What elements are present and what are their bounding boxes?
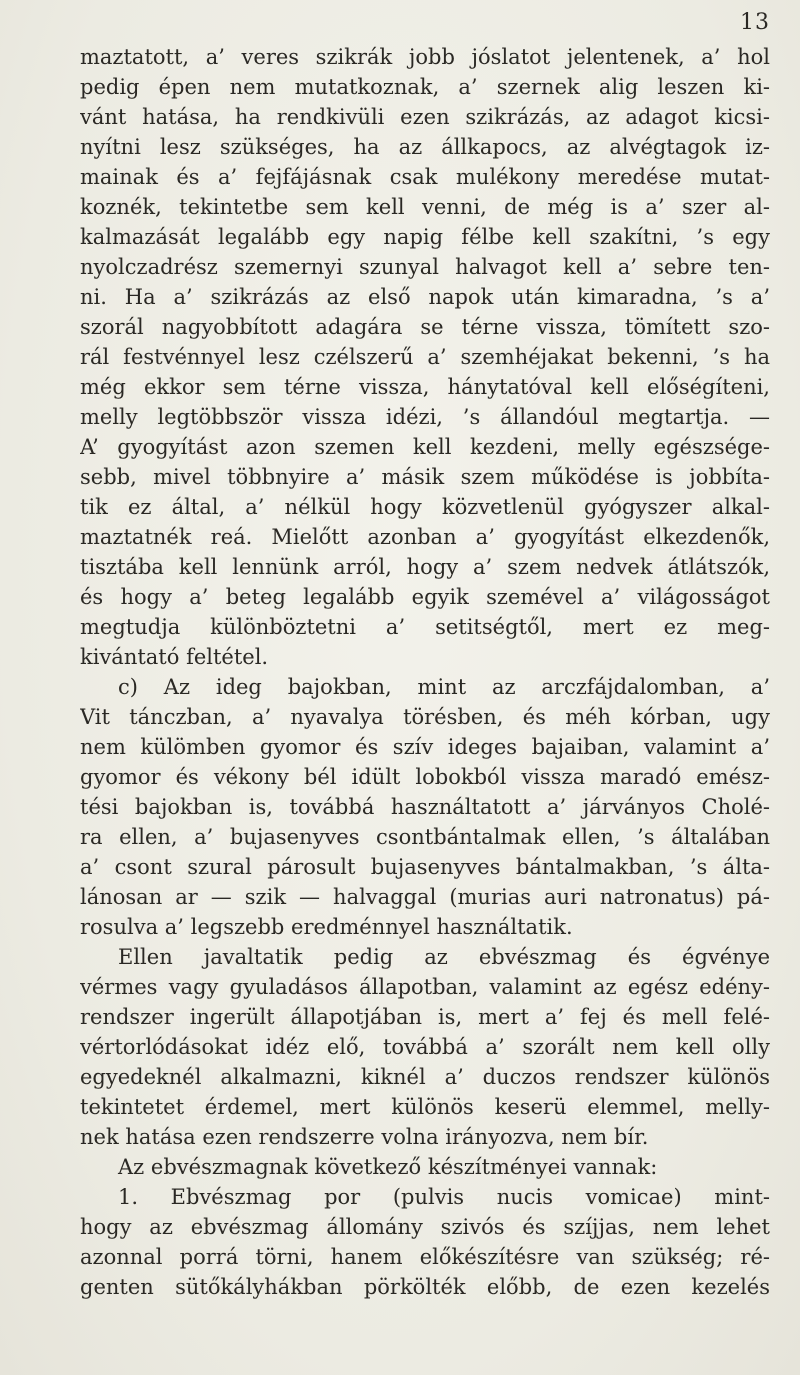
text-line: genten sütőkályhákban pörkölték előbb, de ezen kezelés bbox=[80, 1275, 770, 1299]
text-line: nyolczadrész szemernyi szunyal halvagot kell a’ sebre ten- bbox=[80, 255, 770, 279]
text-line: a’ csont szural párosult bujasenyves bántalmakban, ’s álta- bbox=[80, 855, 770, 879]
text-line: mainak és a’ fejfájásnak csak mulékony meredése mutat- bbox=[80, 165, 770, 189]
text-line: sebb, mivel többnyire a’ másik szem működése is jobbíta- bbox=[80, 465, 770, 489]
text-line: egyedeknél alkalmazni, kiknél a’ duczos rendszer különös bbox=[80, 1065, 770, 1089]
text-line: pedig épen nem mutatkoznak, a’ szernek alig leszen ki- bbox=[80, 75, 770, 99]
text-line: vértorlódásokat idéz elő, továbbá a’ szorált nem kell olly bbox=[80, 1035, 770, 1059]
text-line: még ekkor sem térne vissza, hánytatóval kell előségíteni, bbox=[80, 375, 770, 399]
text-line: nek hatása ezen rendszerre volna irányozva, nem bír. bbox=[80, 1125, 649, 1149]
text-line: koznék, tekintetbe sem kell venni, de még is a’ szer al- bbox=[80, 195, 770, 219]
text-line: rendszer ingerült állapotjában is, mert a’ fej és mell felé- bbox=[80, 1005, 770, 1029]
text-line: tési bajokban is, továbbá használtatott a’ járványos Cholé- bbox=[80, 795, 770, 819]
text-line: vérmes vagy gyuladásos állapotban, valamint az egész edény- bbox=[80, 975, 770, 999]
text-line: melly legtöbbször vissza idézi, ’s állandóul megtartja. — bbox=[80, 405, 770, 429]
section-c-heading-line: c) Az ideg bajokban, mint az arczfájdalomban, a’ bbox=[118, 675, 770, 699]
text-line: rál festvénnyel lesz czélszerű a’ szemhéjakat bekenni, ’s ha bbox=[80, 345, 770, 369]
preparation-1-line: 1. Ebvészmag por (pulvis nucis vomicae) mint- bbox=[118, 1185, 770, 1209]
text-line: vánt hatása, ha rendkivüli ezen szikrázás, az adagot kicsi- bbox=[80, 105, 770, 129]
text-line: és hogy a’ beteg legalább egyik szemével a’ világosságot bbox=[80, 585, 770, 609]
text-line: hogy az ebvészmag állomány szivós és szíjjas, nem lehet bbox=[80, 1215, 770, 1239]
page-number: 13 bbox=[740, 10, 770, 35]
text-line: maztatnék reá. Mielőtt azonban a’ gyogyítást elkezdenők, bbox=[80, 525, 770, 549]
body-text bbox=[80, 42, 770, 1302]
text-line: szorál nagyobbított adagára se térne vissza, tömített szo- bbox=[80, 315, 770, 339]
text-line: nem külömben gyomor és szív ideges bajaiban, valamint a’ bbox=[80, 735, 770, 759]
preparations-heading-line: Az ebvészmagnak következő készítményei vannak: bbox=[118, 1155, 658, 1179]
contraindication-line: Ellen javaltatik pedig az ebvészmag és égvénye bbox=[118, 945, 770, 969]
text-line: ni. Ha a’ szikrázás az első napok után kimaradna, ’s a’ bbox=[80, 285, 770, 309]
text-line: megtudja különböztetni a’ setitségtől, mert ez meg- bbox=[80, 615, 770, 639]
text-line: lánosan ar — szik — halvaggal (murias auri natronatus) pá- bbox=[80, 885, 770, 909]
text-line: A’ gyogyítást azon szemen kell kezdeni, melly egészsége- bbox=[80, 435, 770, 459]
text-line: maztatott, a’ veres szikrák jobb jóslatot jelentenek, a’ hol bbox=[80, 45, 770, 69]
text-line: ra ellen, a’ bujasenyves csontbántalmak ellen, ’s általában bbox=[80, 825, 770, 849]
text-line: gyomor és vékony bél idült lobokból vissza maradó emész- bbox=[80, 765, 770, 789]
text-line: rosulva a’ legszebb eredménnyel használtatik. bbox=[80, 915, 573, 939]
text-line: azonnal porrá törni, hanem előkészítésre van szükség; ré- bbox=[80, 1245, 770, 1269]
text-line: tik ez által, a’ nélkül hogy közvetlenül gyógyszer alkal- bbox=[80, 495, 770, 519]
text-line: nyítni lesz szükséges, ha az állkapocs, az alvégtagok iz- bbox=[80, 135, 770, 159]
text-line: kalmazását legalább egy napig félbe kell szakítni, ’s egy bbox=[80, 225, 770, 249]
text-line: tisztába kell lennünk arról, hogy a’ szem nedvek átlátszók, bbox=[80, 555, 770, 579]
text-line: kivántató feltétel. bbox=[80, 645, 269, 669]
text-line: Vit tánczban, a’ nyavalya törésben, és méh kórban, ugy bbox=[80, 705, 770, 729]
text-line: tekintetet érdemel, mert különös keserü elemmel, melly- bbox=[80, 1095, 770, 1119]
